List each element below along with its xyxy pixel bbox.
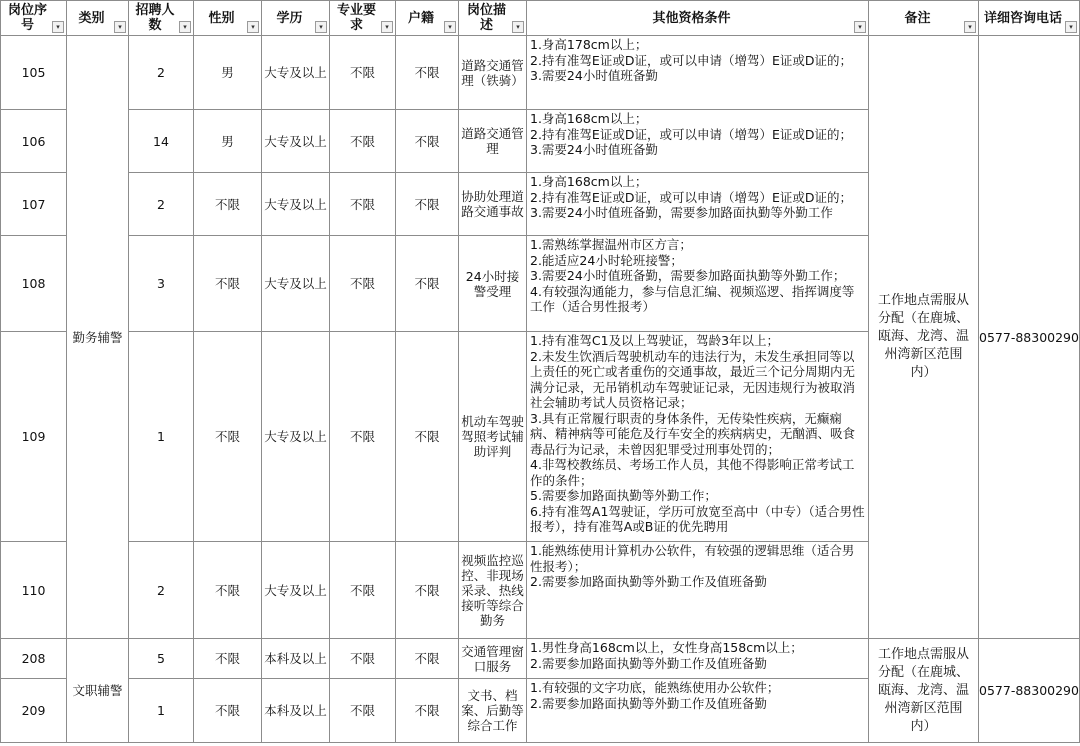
header-label: 招聘人数 <box>135 3 175 33</box>
conditions-cell <box>527 639 869 679</box>
description-cell: 机动车驾驶驾照考试辅助评判 <box>459 332 527 542</box>
header-residence <box>396 1 459 36</box>
seq-cell: 108 <box>1 236 67 332</box>
education-cell: 大专及以上 <box>262 173 330 236</box>
education-cell: 大专及以上 <box>262 36 330 110</box>
gender-cell: 男 <box>194 36 262 110</box>
seq-cell: 105 <box>1 36 67 110</box>
condition-line: 2.需要参加路面执勤等外勤工作及值班备勤 <box>530 655 767 671</box>
header-category <box>67 1 129 36</box>
header-description <box>459 1 527 36</box>
header-label: 户籍 <box>407 10 434 26</box>
residence-cell: 不限 <box>396 36 459 110</box>
residence-cell: 不限 <box>396 679 459 743</box>
header-major <box>330 1 396 36</box>
condition-line: 1.男性身高168cm以上，女性身高158cm以上； <box>530 640 803 655</box>
residence-cell: 不限 <box>396 332 459 542</box>
gender-cell: 不限 <box>194 332 262 542</box>
category-cell: 勤务辅警 <box>67 36 129 639</box>
major-cell: 不限 <box>330 679 396 743</box>
seq-cell: 107 <box>1 173 67 236</box>
conditions-cell <box>527 110 869 173</box>
filter-dropdown-icon[interactable]: ▾ <box>52 21 64 33</box>
count-cell: 1 <box>129 332 194 542</box>
gender-cell: 不限 <box>194 679 262 743</box>
count-cell: 2 <box>129 173 194 236</box>
education-cell: 本科及以上 <box>262 639 330 679</box>
condition-line: 4.非驾校教练员、考场工作人员，其他不得影响正常考试工作的条件； <box>530 457 855 488</box>
education-cell: 大专及以上 <box>262 236 330 332</box>
major-cell: 不限 <box>330 542 396 639</box>
description-cell: 道路交通管理（铁骑） <box>459 36 527 110</box>
condition-line: 2.能适应24小时轮班接警； <box>530 252 683 268</box>
gender-cell: 不限 <box>194 542 262 639</box>
remark-cell: 工作地点需服从分配（在鹿城、瓯海、龙湾、温州湾新区范围内） <box>869 639 979 743</box>
major-cell: 不限 <box>330 36 396 110</box>
residence-cell: 不限 <box>396 110 459 173</box>
filter-dropdown-icon[interactable]: ▾ <box>444 21 456 33</box>
table-body <box>1 36 1080 743</box>
description-cell: 道路交通管理 <box>459 110 527 173</box>
count-cell: 2 <box>129 542 194 639</box>
header-label: 详细咨询电话 <box>983 10 1062 26</box>
condition-line: 1.身高168cm以上； <box>530 174 648 189</box>
education-cell: 大专及以上 <box>262 542 330 639</box>
condition-line: 2.持有准驾E证或D证，或可以申请（增驾）E证或D证的； <box>530 189 852 205</box>
description-cell: 文书、档案、后勤等综合工作 <box>459 679 527 743</box>
education-cell: 本科及以上 <box>262 679 330 743</box>
table-row <box>1 639 1080 679</box>
gender-cell: 不限 <box>194 639 262 679</box>
condition-line: 2.未发生饮酒后驾驶机动车的违法行为，未发生承担同等以上责任的死亡或者重伤的交通事故，最近三个记分周期内无满分记录，无吊销机动车驾驶证记录，无因违规行为被取消社会辅助考试人员资格记录； <box>530 348 856 410</box>
count-cell: 3 <box>129 236 194 332</box>
conditions-cell <box>527 542 869 639</box>
header-count <box>129 1 194 36</box>
count-cell: 1 <box>129 679 194 743</box>
conditions-cell <box>527 332 869 542</box>
header-phone <box>979 1 1080 36</box>
filter-dropdown-icon[interactable]: ▾ <box>512 21 524 33</box>
condition-line: 2.需要参加路面执勤等外勤工作及值班备勤 <box>530 695 767 711</box>
header-education <box>262 1 330 36</box>
education-cell: 大专及以上 <box>262 110 330 173</box>
conditions-cell <box>527 36 869 110</box>
condition-line: 3.具有正常履行职责的身体条件，无传染性疾病，无癫痫病、精神病等可能危及行车安全的疾病病史，无酗酒、吸食毒品行为记录，未曾因犯罪受过刑事处罚的； <box>530 410 856 457</box>
count-cell: 14 <box>129 110 194 173</box>
seq-cell: 109 <box>1 332 67 542</box>
condition-line: 3.需要24小时值班备勤 <box>530 68 658 83</box>
condition-line: 2.持有准驾E证或D证，或可以申请（增驾）E证或D证的； <box>530 126 852 142</box>
major-cell: 不限 <box>330 236 396 332</box>
description-cell: 协助处理道路交通事故 <box>459 173 527 236</box>
header-label: 岗位描述 <box>466 3 506 33</box>
condition-line: 1.需熟练掌握温州市区方言； <box>530 237 692 252</box>
header-label: 其他资格条件 <box>652 10 731 26</box>
major-cell: 不限 <box>330 332 396 542</box>
condition-line: 2.需要参加路面执勤等外勤工作及值班备勤 <box>530 574 767 589</box>
remark-cell: 工作地点需服从分配（在鹿城、瓯海、龙湾、温州湾新区范围内） <box>869 36 979 639</box>
residence-cell: 不限 <box>396 236 459 332</box>
seq-cell: 110 <box>1 542 67 639</box>
seq-cell: 209 <box>1 679 67 743</box>
condition-line: 1.有较强的文字功底，能熟练使用办公软件； <box>530 680 780 695</box>
header-gender <box>194 1 262 36</box>
residence-cell: 不限 <box>396 542 459 639</box>
header-label: 类别 <box>78 10 105 26</box>
condition-line: 2.持有准驾E证或D证，或可以申请（增驾）E证或D证的； <box>530 52 852 68</box>
condition-line: 4.有较强沟通能力，参与信息汇编、视频巡逻、指挥调度等工作（适合男性报考） <box>530 283 855 314</box>
description-cell: 交通管理窗口服务 <box>459 639 527 679</box>
filter-dropdown-icon[interactable]: ▾ <box>315 21 327 33</box>
category-cell: 文职辅警 <box>67 639 129 743</box>
condition-line: 1.身高178cm以上； <box>530 37 648 52</box>
residence-cell: 不限 <box>396 639 459 679</box>
education-cell: 大专及以上 <box>262 332 330 542</box>
filter-dropdown-icon[interactable]: ▾ <box>247 21 259 33</box>
header-row <box>1 1 1080 36</box>
header-label: 备注 <box>904 10 931 26</box>
condition-line: 5.需要参加路面执勤等外勤工作； <box>530 488 717 503</box>
major-cell: 不限 <box>330 110 396 173</box>
gender-cell: 男 <box>194 110 262 173</box>
filter-dropdown-icon[interactable]: ▾ <box>854 21 866 33</box>
count-cell: 5 <box>129 639 194 679</box>
seq-cell: 106 <box>1 110 67 173</box>
header-remarks <box>869 1 979 36</box>
residence-cell: 不限 <box>396 173 459 236</box>
condition-line: 3.需要24小时值班备勤，需要参加路面执勤等外勤工作； <box>530 268 846 283</box>
header-label: 岗位序号 <box>7 3 47 33</box>
header-seq <box>1 1 67 36</box>
filter-dropdown-icon[interactable]: ▾ <box>1065 21 1077 33</box>
filter-dropdown-icon[interactable]: ▾ <box>179 21 191 33</box>
condition-line: 1.持有准驾C1及以上驾驶证，驾龄3年以上； <box>530 333 780 348</box>
gender-cell: 不限 <box>194 236 262 332</box>
description-cell: 24小时接警受理 <box>459 236 527 332</box>
description-cell: 视频监控巡控、非现场采录、热线接听等综合勤务 <box>459 542 527 639</box>
phone-cell: 0577-88300290 <box>979 36 1080 639</box>
conditions-cell <box>527 679 869 743</box>
major-cell: 不限 <box>330 173 396 236</box>
seq-cell: 208 <box>1 639 67 679</box>
conditions-cell <box>527 236 869 332</box>
filter-dropdown-icon[interactable]: ▾ <box>114 21 126 33</box>
table-row <box>1 36 1080 110</box>
header-label: 专业要求 <box>336 3 376 33</box>
condition-line: 1.能熟练使用计算机办公软件，有较强的逻辑思维（适合男性报考）； <box>530 543 855 574</box>
gender-cell: 不限 <box>194 173 262 236</box>
major-cell: 不限 <box>330 639 396 679</box>
filter-dropdown-icon[interactable]: ▾ <box>964 21 976 33</box>
condition-line: 6.持有准驾A1驾驶证，学历可放宽至高中（中专）（适合男性报考），持有准驾A或B证的优先聘用 <box>530 503 865 534</box>
condition-line: 1.身高168cm以上； <box>530 111 648 126</box>
filter-dropdown-icon[interactable]: ▾ <box>381 21 393 33</box>
condition-line: 3.需要24小时值班备勤 <box>530 142 658 157</box>
header-label: 学历 <box>276 10 303 26</box>
count-cell: 2 <box>129 36 194 110</box>
phone-cell: 0577-88300290 <box>979 639 1080 743</box>
conditions-cell <box>527 173 869 236</box>
header-label: 性别 <box>208 10 235 26</box>
condition-line: 3.需要24小时值班备勤，需要参加路面执勤等外勤工作 <box>530 205 833 220</box>
header-conditions <box>527 1 869 36</box>
